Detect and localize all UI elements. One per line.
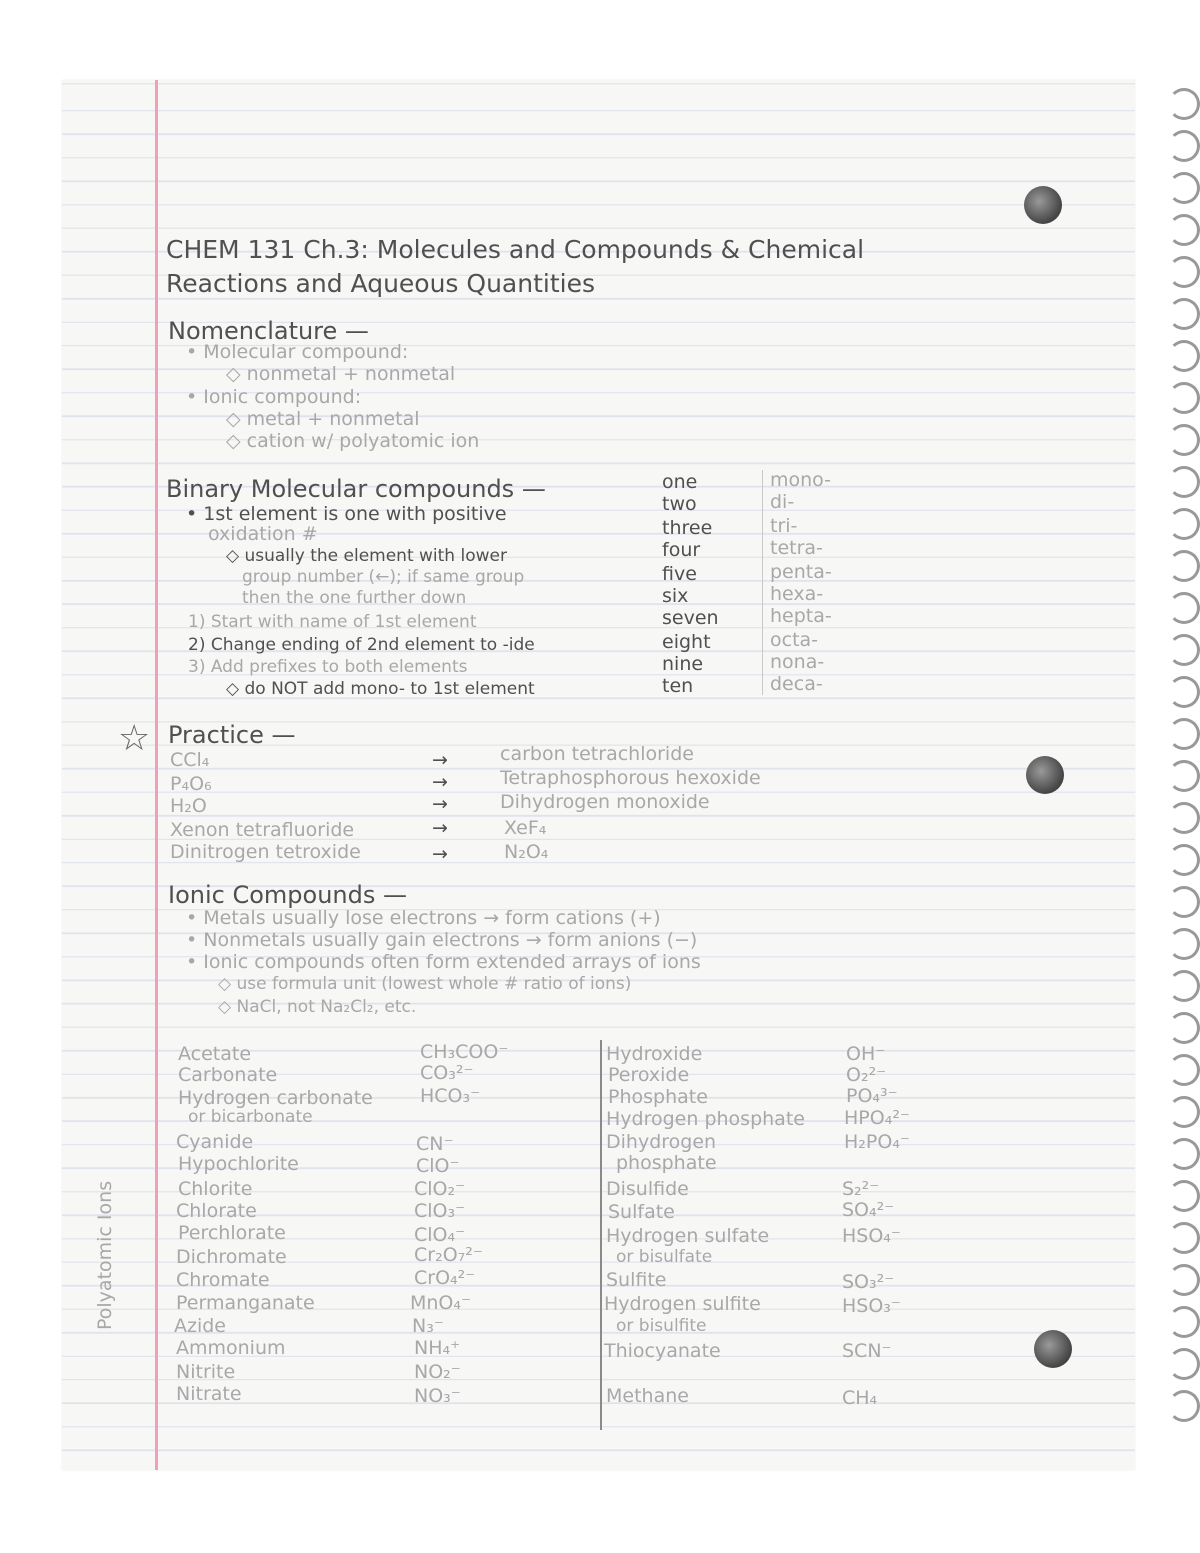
molecular-bullet: • Molecular compound: bbox=[186, 341, 409, 363]
ion-formula: NH₄⁺ bbox=[414, 1337, 461, 1359]
prefix-number: three bbox=[662, 517, 713, 539]
ion-formula: NO₂⁻ bbox=[414, 1361, 461, 1383]
arrow-icon: → bbox=[432, 843, 448, 865]
ion-name: Thiocyanate bbox=[604, 1340, 721, 1362]
ion-name: Carbonate bbox=[178, 1064, 278, 1086]
ion-formula: ClO₄⁻ bbox=[414, 1224, 466, 1246]
arrow-icon: → bbox=[432, 771, 448, 793]
ion-formula: CrO₄²⁻ bbox=[414, 1267, 476, 1289]
practice-left: Dinitrogen tetroxide bbox=[170, 841, 361, 863]
ion-formula: CO₃²⁻ bbox=[420, 1062, 474, 1084]
ion-name: Ammonium bbox=[176, 1337, 286, 1359]
ionic-sub2: ◇ NaCl, not Na₂Cl₂, etc. bbox=[218, 997, 417, 1017]
ion-formula: HPO₄²⁻ bbox=[844, 1107, 910, 1129]
ion-formula: ClO₂⁻ bbox=[414, 1178, 466, 1200]
ion-name-alt: or bisulfite bbox=[616, 1316, 707, 1336]
ionic-sub1: ◇ metal + nonmetal bbox=[226, 408, 420, 430]
ion-formula: HSO₄⁻ bbox=[842, 1225, 901, 1247]
ion-formula: ClO₃⁻ bbox=[414, 1200, 466, 1222]
practice-right: N₂O₄ bbox=[504, 841, 549, 863]
ion-formula: CN⁻ bbox=[416, 1133, 454, 1155]
ion-formula: S₂²⁻ bbox=[842, 1178, 880, 1200]
ion-formula: ClO⁻ bbox=[416, 1155, 460, 1177]
ion-name: Sulfite bbox=[606, 1269, 667, 1291]
prefix-name: octa- bbox=[770, 629, 819, 651]
prefix-name: hexa- bbox=[770, 583, 824, 605]
prefix-name: tri- bbox=[770, 515, 798, 537]
prefix-number: four bbox=[662, 539, 701, 561]
page-title-line1: CHEM 131 Ch.3: Molecules and Compounds & Chemical bbox=[166, 235, 865, 264]
binary-step2: 2) Change ending of 2nd element to -ide bbox=[188, 635, 535, 655]
binary-bullet1b: oxidation # bbox=[208, 523, 318, 545]
prefix-number: six bbox=[662, 585, 689, 607]
ion-formula: Cr₂O₇²⁻ bbox=[414, 1244, 483, 1266]
practice-left: Xenon tetrafluoride bbox=[170, 819, 355, 841]
prefix-name: di- bbox=[770, 491, 795, 513]
ion-formula: SO₄²⁻ bbox=[842, 1199, 895, 1221]
ion-formula: OH⁻ bbox=[846, 1043, 886, 1065]
prefix-name: penta- bbox=[770, 561, 832, 583]
ion-name: Disulfide bbox=[606, 1178, 689, 1200]
ion-name: Perchlorate bbox=[178, 1222, 286, 1244]
binary-bullet1: • 1st element is one with positive bbox=[186, 503, 507, 525]
nomenclature-heading: Nomenclature — bbox=[168, 317, 369, 345]
prefix-number: eight bbox=[662, 631, 711, 653]
ionic-heading: Ionic Compounds — bbox=[168, 881, 407, 909]
practice-left: P₄O₆ bbox=[170, 773, 212, 795]
punch-hole-top bbox=[1024, 186, 1062, 224]
ionic-sub1: ◇ use formula unit (lowest whole # ratio of ions) bbox=[218, 974, 632, 994]
ionic-bullet: • Ionic compound: bbox=[186, 386, 362, 408]
polyatomic-side-label: Polyatomic Ions bbox=[94, 1180, 116, 1330]
ionic-bullet2: • Nonmetals usually gain electrons → form anions (−) bbox=[186, 929, 698, 951]
punch-hole-bottom bbox=[1034, 1330, 1072, 1368]
ion-name: Methane bbox=[606, 1385, 689, 1407]
ion-name: Acetate bbox=[178, 1043, 252, 1065]
ion-name: Nitrate bbox=[176, 1383, 242, 1405]
practice-right: carbon tetrachloride bbox=[500, 743, 694, 765]
ion-formula: HCO₃⁻ bbox=[420, 1085, 481, 1107]
binary-step3: 3) Add prefixes to both elements bbox=[188, 657, 468, 677]
prefix-number: nine bbox=[662, 653, 704, 675]
ion-name: Hydrogen carbonate bbox=[178, 1087, 373, 1109]
star-icon: ☆ bbox=[118, 718, 151, 759]
ion-name: Hypochlorite bbox=[178, 1153, 299, 1175]
ion-formula: MnO₄⁻ bbox=[410, 1292, 472, 1314]
ion-name: Sulfate bbox=[608, 1201, 675, 1223]
ion-name: Phosphate bbox=[608, 1086, 708, 1108]
page-title-line2: Reactions and Aqueous Quantities bbox=[166, 269, 595, 298]
ion-formula: H₂PO₄⁻ bbox=[844, 1131, 910, 1153]
ion-name: Nitrite bbox=[176, 1361, 236, 1383]
ion-name: Hydrogen phosphate bbox=[606, 1108, 805, 1130]
ion-formula: SO₃²⁻ bbox=[842, 1271, 895, 1293]
arrow-icon: → bbox=[432, 817, 448, 839]
binary-sub1c: then the one further down bbox=[242, 588, 467, 608]
margin-line bbox=[155, 80, 158, 1470]
ion-name: Dihydrogen bbox=[606, 1131, 717, 1153]
ionic-sub2: ◇ cation w/ polyatomic ion bbox=[226, 430, 480, 452]
ion-name: Dichromate bbox=[176, 1246, 287, 1268]
binary-sub1b: group number (←); if same group bbox=[242, 567, 525, 587]
prefix-number: ten bbox=[662, 675, 694, 697]
ion-formula: CH₃COO⁻ bbox=[420, 1041, 509, 1063]
arrow-icon: → bbox=[432, 793, 448, 815]
ion-name: Peroxide bbox=[608, 1064, 690, 1086]
practice-right: Tetraphosphorous hexoxide bbox=[500, 767, 761, 789]
molecular-sub: ◇ nonmetal + nonmetal bbox=[226, 363, 456, 385]
ionic-bullet1: • Metals usually lose electrons → form cations (+) bbox=[186, 907, 661, 929]
prefix-name: nona- bbox=[770, 651, 825, 673]
ion-name: Cyanide bbox=[176, 1131, 254, 1153]
ion-formula: PO₄³⁻ bbox=[846, 1085, 898, 1107]
ion-name: Chlorate bbox=[176, 1200, 257, 1222]
binary-sub1: ◇ usually the element with lower bbox=[226, 546, 507, 566]
ion-name-alt: or bicarbonate bbox=[188, 1107, 313, 1127]
practice-heading: Practice — bbox=[168, 721, 296, 749]
punch-hole-middle bbox=[1026, 756, 1064, 794]
prefix-number: two bbox=[662, 493, 697, 515]
prefix-name: tetra- bbox=[770, 537, 823, 559]
ion-name: Hydrogen sulfite bbox=[604, 1293, 761, 1315]
ion-formula: N₃⁻ bbox=[412, 1315, 444, 1337]
ion-formula: CH₄ bbox=[842, 1387, 878, 1409]
practice-right: Dihydrogen monoxide bbox=[500, 791, 710, 813]
ion-name: Chlorite bbox=[178, 1178, 253, 1200]
prefix-number: seven bbox=[662, 607, 719, 629]
binary-step1: 1) Start with name of 1st element bbox=[188, 612, 477, 632]
ionic-bullet3: • Ionic compounds often form extended arrays of ions bbox=[186, 951, 701, 973]
ion-formula: SCN⁻ bbox=[842, 1340, 892, 1362]
binary-step3-sub: ◇ do NOT add mono- to 1st element bbox=[226, 679, 535, 699]
ion-formula: HSO₃⁻ bbox=[842, 1295, 901, 1317]
prefix-number: one bbox=[662, 471, 698, 493]
polyatomic-divider bbox=[600, 1040, 602, 1430]
ion-name: Azide bbox=[174, 1315, 226, 1337]
ion-name: Hydrogen sulfate bbox=[606, 1225, 770, 1247]
practice-left: H₂O bbox=[170, 795, 207, 817]
ion-name-alt: phosphate bbox=[616, 1152, 717, 1174]
ion-name-alt: or bisulfate bbox=[616, 1247, 713, 1267]
prefix-number: five bbox=[662, 563, 697, 585]
prefix-name: deca- bbox=[770, 673, 823, 695]
ion-name: Chromate bbox=[176, 1269, 270, 1291]
ion-formula: O₂²⁻ bbox=[846, 1064, 887, 1086]
practice-left: CCl₄ bbox=[170, 749, 210, 771]
binary-heading: Binary Molecular compounds — bbox=[166, 475, 546, 503]
ion-name: Permanganate bbox=[176, 1292, 315, 1314]
ion-formula: NO₃⁻ bbox=[414, 1385, 461, 1407]
prefix-name: hepta- bbox=[770, 605, 832, 627]
ion-name: Hydroxide bbox=[606, 1043, 703, 1065]
arrow-icon: → bbox=[432, 749, 448, 771]
prefix-divider bbox=[762, 470, 763, 695]
practice-right: XeF₄ bbox=[504, 817, 547, 839]
prefix-name: mono- bbox=[770, 469, 832, 491]
